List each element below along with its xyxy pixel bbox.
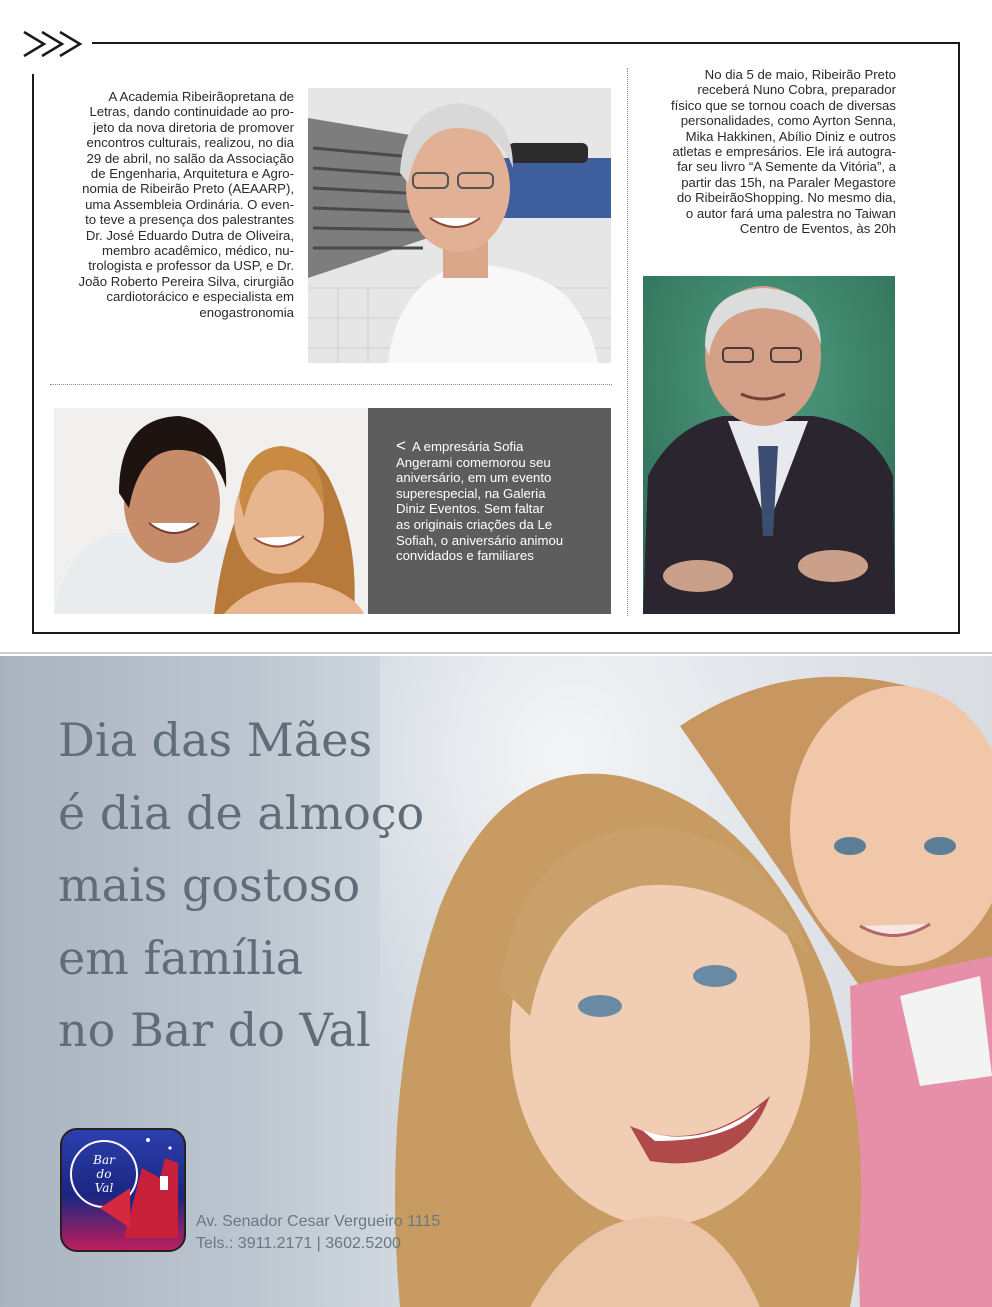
ad-contact xyxy=(196,1211,440,1255)
svg-text:do: do xyxy=(96,1167,112,1181)
photo-couple xyxy=(54,408,368,614)
academia-article-text: A Academia Ribeirãopretana de Letras, dando continuidade ao pro- jeto da nova diretoria de promover encontros culturais, realizou, no dia 29 de abril, no salão da Associação de Engenharia, Arquitetura e Agro- nomia de Ribeirão Preto (AEAARP), uma Assembleia Ordinária. O even- to teve a presença dos palestrantes Dr. José Eduardo Dutra de Oliveira, membro acadêmico, médico, nu- trologista e professor da USP, e Dr. João Roberto Pereira Silva, cirurgião cardiotorácico e especialista em enogastronomia xyxy=(78,89,294,320)
dotted-divider-horizontal xyxy=(50,384,612,385)
photo-nuno-cobra xyxy=(643,276,895,614)
photo-speaker-kitchen xyxy=(308,88,611,363)
caption-box xyxy=(368,408,611,614)
svg-text:Val: Val xyxy=(94,1181,114,1195)
bar-do-val-logo xyxy=(60,1128,186,1252)
ad-address: Av. Senador Cesar Vergueiro 1115 xyxy=(196,1213,441,1230)
nuno-cobra-article-text: No dia 5 de maio, Ribeirão Preto receberá Nuno Cobra, preparador físico que se tornou coach de diversas personalidades, como Ayrton Senna, Mika Hakkinen, Abílio Diniz e outros atletas e empresários. Ele irá autogra- far seu livro “A Semente da Vitória”, a partir das 15h, na Paraler Megastore do RibeirãoShopping. No mesmo dia, o autor fará uma palestra no Taiwan Centro de Eventos, às 20h xyxy=(670,67,896,237)
dotted-divider-vertical xyxy=(627,68,628,616)
svg-text:Bar: Bar xyxy=(93,1153,115,1167)
page-divider xyxy=(0,652,992,654)
caption-arrow-icon: < xyxy=(396,436,406,455)
ad-phones: Tels.: 3911.2171 | 3602.5200 xyxy=(196,1235,401,1252)
article-frame-left-edge xyxy=(32,74,34,634)
caption-text: < A empresária Sofia Angerami comemorou seu aniversário, em um evento superespecial, na Galeria Diniz Eventos. Sem faltar as originais criações da Le Sofiah, o aniversário animou convidados e familiares xyxy=(396,436,564,564)
double-chevron-icon xyxy=(20,24,92,64)
ad-headline: Dia das Mães é dia de almoço mais gostoso em família no Bar do Val xyxy=(58,713,425,1057)
